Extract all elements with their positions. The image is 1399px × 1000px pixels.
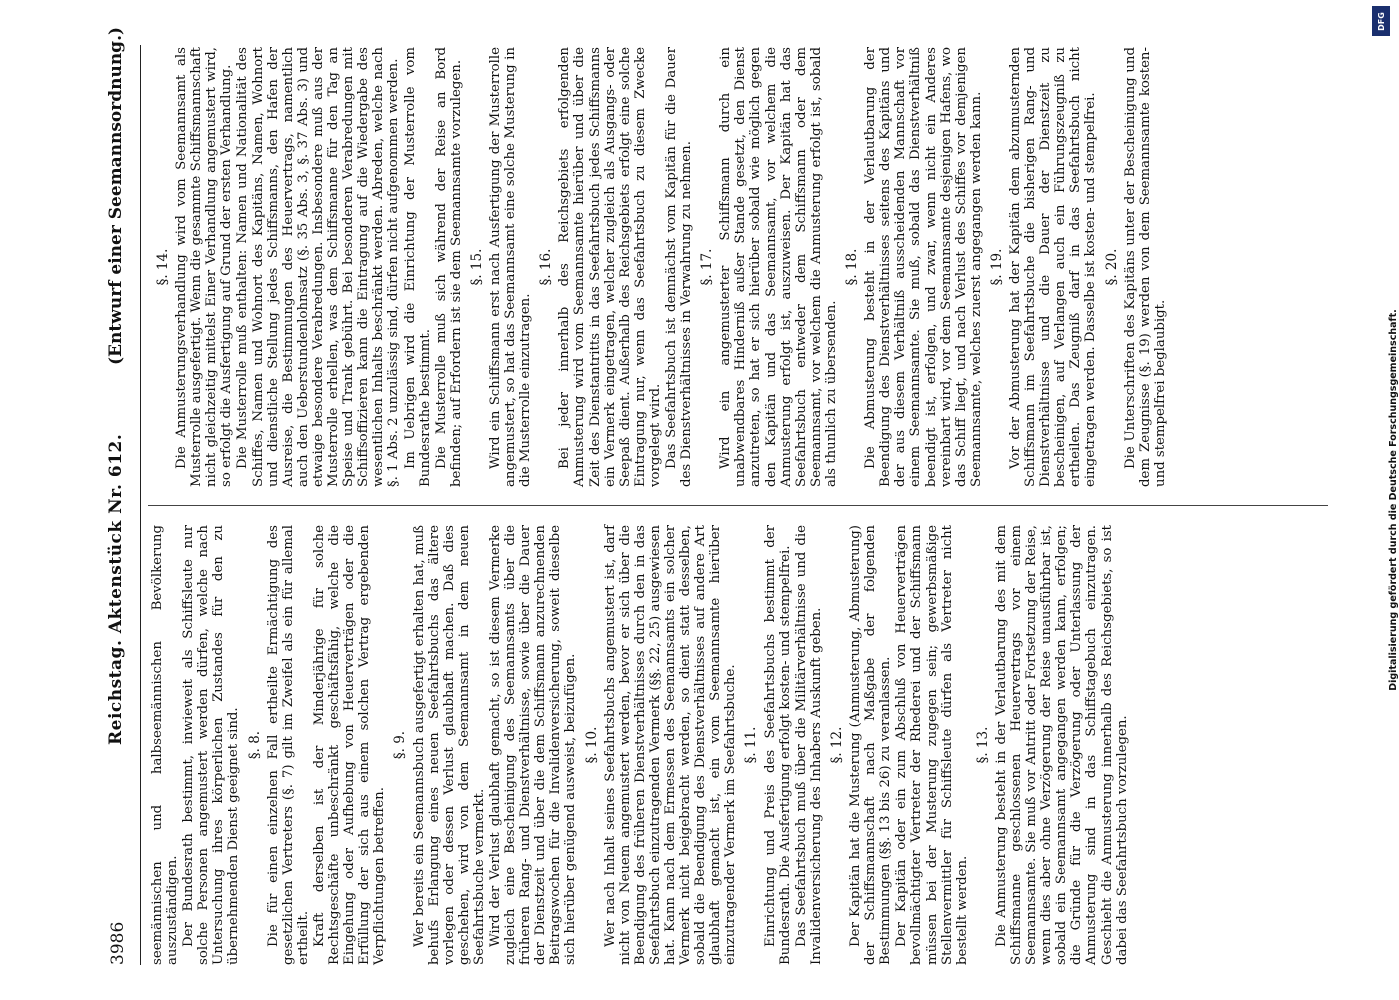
section-heading: §. 15. — [468, 248, 485, 286]
paragraph: Der Bundesrath bestimmt, inwieweit als Schiffsleute nur solche Personen angemustert werden dürfen, welche nach Untersuchung ihres körperlichen Zustandes für den zu übernehmenden Dienst geeignet sind. — [181, 525, 242, 965]
paragraph: Die Anmusterungsverhandlung wird vom Seemannsamt als Musterrolle ausgefertigt. Wenn die gesammte Schiffsmannschaft nicht gleichzeitig mittelst Einer Verhandlung angemustert wird, so erfolgt die Ausfertigung auf Grund der ersten Verhandlung. — [174, 47, 235, 487]
digitization-note: Digitalisierung gefördert durch die Deutsche Forschungsgemeinschaft. — [1388, 309, 1399, 691]
rotated-page-content — [100, 26, 1335, 965]
paragraph: seemännischen und halbseemännischen Bevölkerung auszuständigen. — [150, 525, 181, 965]
paragraph: Wird ein angemusterter Schiffsmann durch ein unabwendbares Hinderniß außer Stande gesetzt, den Dienst anzutreten, so hat er sich hierüber sobald wie möglich gegen den Kapitän und das Seemannsamt, vor welchem die Anmusterung erfolgt ist, auszuweisen. Der Kapitän hat das Seefahrtsbuch entweder dem Schiffsmann oder dem Seemannsamt, vor welchem die Anmusterung erfolgt ist, sobald als thunlich zu übersenden. — [718, 47, 839, 487]
paragraph: Wird der Verlust glaubhaft gemacht, so ist diesem Vermerke zugleich eine Bescheinigung des Seemannsamts über die früheren Rang- und Dienstverhältnisse, sowie über die Dauer der Dienstzeit und über die dem Schiffsmann anzurechnenden Beitragswochen für die Invalidenversicherung, soweit dieselbe sich hierüber genügend ausweist, beizufügen. — [487, 525, 579, 965]
section-heading: §. 20. — [1103, 248, 1120, 286]
paragraph: Die Musterrolle muß enthalten: Namen und Nationalität des Schiffes, Namen und Wohnort des Kapitäns, Namen, Wohnort und dienstliche Stellung jedes Schiffsmanns, den Hafen der Ausreise, die Bestimmungen des Heuervertrags, namentlich auch den Ueberstundenlohnsatz (§. 35 Abs. 3, §. 37 Abs. 3) und etwaige besondere Verabredungen. Insbesondere muß aus der Musterrolle erhellen, was dem Schiffsmanne für den Tag an Speise und Trank gebührt. Bei besonderen Verabredungen mit Schiffsoffizieren kann die Eintragung auf die Wiedergabe des wesentlichen Inhalts beschränkt werden. Abreden, welche nach §. 1 Abs. 2 unzulässig sind, dürfen nicht aufgenommen werden. — [235, 47, 402, 487]
paragraph: Die Anmusterung besteht in der Verlautbarung des mit dem Schiffsmanne geschlossenen Heuervertrags vor einem Seemannsamte. Sie muß vor Antritt oder Fortsetzung der Reise, wenn dies aber ohne Verzögerung der Reise unausführbar ist, sobald ein Seemannsamt angegangen werden kann, erfolgen; die Gründe für die Verzögerung oder Unterlassung der Anmusterung sind in das Schiffstagebuch einzutragen. Geschieht die Anmusterung innerhalb des Reichsgebiets, so ist dabei das Seefahrtsbuch vorzulegen. — [993, 525, 1130, 965]
section-heading: §. 16. — [538, 248, 555, 286]
page-number: 3986 — [108, 921, 128, 965]
paragraph: Bei jeder innerhalb des Reichsgebiets erfolgenden Anmusterung wird vom Seemannsamte hierüber und über die Zeit des Dienstantritts in das Seefahrtsbuch jedes Schiffsmanns ein Vermerk eingetragen, welcher zugleich als Ausgangs- oder Seepaß dient. Außerhalb des Reichsgebiets erfolgt eine solche Eintragung nur, wenn das Seefahrtsbuch zu diesem Zwecke vorgelegt wird. — [557, 47, 663, 487]
section-heading: §. 10. — [583, 726, 600, 764]
paragraph: Der Kapitän hat die Musterung (Anmusterung, Abmusterung) der Schiffsmannschaft nach Maßgabe der folgenden Bestimmungen (§§. 13 bis 26) zu veranlassen. — [848, 525, 894, 965]
page-header — [100, 26, 141, 965]
section-heading: §. 12. — [828, 726, 845, 764]
paragraph: Die für einen einzelnen Fall ertheilte Ermächtigung des gesetzlichen Vertreters (§. 7) gilt im Zweifel als ein für allemal ertheilt. — [265, 525, 311, 965]
column-divider — [148, 505, 1328, 506]
paragraph: Wer bereits ein Seemannsbuch ausgefertigt erhalten hat, muß behufs Erlangung eines neuen Seefahrtsbuchs das ältere vorlegen oder dessen Verlust glaubhaft machen. Daß dies geschehen, wird von dem Seemannsamt in dem neuen Seefahrtsbuche vermerkt. — [411, 525, 487, 965]
paragraph: Das Seefahrtsbuch ist demnächst vom Kapitän für die Dauer des Dienstverhältnisses in Verwahrung zu nehmen. — [664, 47, 695, 487]
paragraph: Kraft derselben ist der Minderjährige für solche Rechtsgeschäfte unbeschränkt geschäftsfähig, welche die Eingehung oder Aufhebung von Heuerverträgen oder die Erfüllung der sich aus einem solchen Vertrag ergebenden Verpflichtungen betreffen. — [311, 525, 388, 965]
page-title: Reichstag. Aktenstück Nr. 612. — [106, 433, 126, 745]
section-heading: §. 8. — [246, 730, 263, 760]
paragraph: Die Musterrolle muß sich während der Reise an Bord befinden; auf Erfordern ist sie dem Seemannsamte vorzulegen. — [433, 47, 464, 487]
section-heading: §. 19. — [988, 248, 1005, 286]
page-subtitle: (Entwurf einer Seemannsordnung.) — [106, 26, 126, 365]
section-heading: §. 9. — [392, 730, 409, 760]
paragraph: Wer nach Inhalt seines Seefahrtsbuchs angemustert ist, darf nicht von Neuem angemustert werden, bevor er sich über die Beendigung des früheren Dienstverhältnisses durch den in das Seefahrtsbuch einzutragenden Vermerk (§§. 22, 25) ausgewiesen hat. Kann nach dem Ermessen des Seemannsamts ein solcher Vermerk nicht beigebracht werden, so dient statt desselben, sobald die Beendigung des Dienstverhältnisses auf andere Art glaubhaft gemacht ist, ein vom Seemannsamte hierüber einzutragender Vermerk im Seefahrtsbuche. — [602, 525, 739, 965]
paragraph: Das Seefahrtsbuch muß über die Militärverhältnisse und die Invalidenversicherung des Inhabers Auskunft geben. — [793, 525, 824, 965]
section-heading: §. 17. — [699, 248, 716, 286]
right-text-column — [150, 47, 1330, 487]
paragraph: Die Unterschriften des Kapitäns unter der Bescheinigung und dem Zeugnisse (§. 19) werden von dem Seemannsamte kosten- und stempelfrei beglaubigt. — [1122, 47, 1168, 487]
section-heading: §. 11. — [743, 726, 760, 764]
left-text-column — [150, 525, 1330, 965]
paragraph: Im Uebrigen wird die Einrichtung der Musterrolle vom Bundesrathe bestimmt. — [402, 47, 433, 487]
section-heading: §. 18. — [844, 248, 861, 286]
paragraph: Vor der Abmusterung hat der Kapitän dem abzumusternden Schiffsmann im Seefahrtsbuche die bisherigen Rang- und Dienstverhältnisse und die Dauer der Dienstzeit zu bescheinigen, auf Verlangen auch ein Führungszeugniß zu ertheilen. Das Zeugniß darf in das Seefahrtsbuch nicht eingetragen werden. Dasselbe ist kosten- und stempelfrei. — [1007, 47, 1099, 487]
paragraph: Die Abmusterung besteht in der Verlautbarung der Beendigung des Dienstverhältnisses seitens des Kapitäns und der aus diesem Verhältniß ausscheidenden Mannschaft vor einem Seemannsamte. Sie muß, sobald das Dienstverhältniß beendigt ist, erfolgen, und zwar, wenn nicht ein Anderes vereinbart wird, vor dem Seemannsamte desjenigen Hafens, wo das Schiff liegt, und nach Verlust des Schiffes vor demjenigen Seemannsamte, welches zuerst angegangen werden kann. — [863, 47, 984, 487]
dfg-logo-text: DFG — [1376, 11, 1386, 31]
section-heading: §. 13. — [974, 726, 991, 764]
paragraph: Der Kapitän oder ein zum Abschluß von Heuerverträgen bevollmächtigter Vertreter der Rhederei und der Schiffsmann müssen bei der Musterung zugegen sein; gewerbsmäßige Stellenvermittler für Schiffsleute dürfen als Vertreter nicht bestellt werden. — [894, 525, 970, 965]
section-heading: §. 14. — [155, 248, 171, 286]
dfg-logo — [1372, 6, 1390, 36]
paragraph: Einrichtung und Preis des Seefahrtsbuchs bestimmt der Bundesrath. Die Ausfertigung erfolgt kosten- und stempelfrei. — [762, 525, 793, 965]
paragraph: Wird ein Schiffsmann erst nach Ausfertigung der Musterrolle angemustert, so hat das Seemannsamt eine solche Musterung in die Musterrolle einzutragen. — [487, 47, 534, 487]
